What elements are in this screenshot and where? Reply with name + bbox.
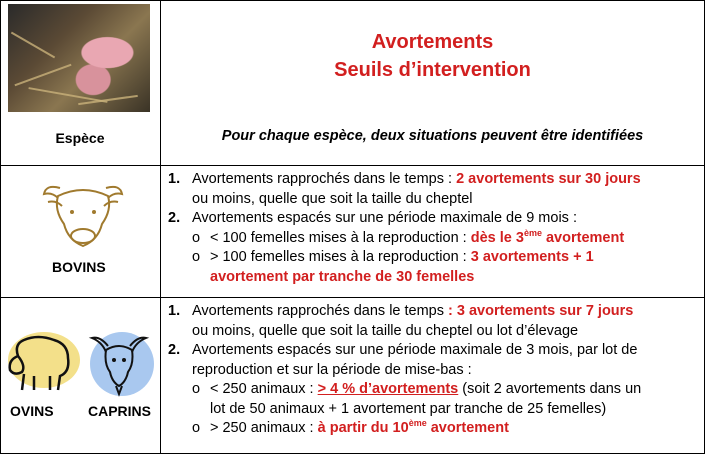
ovins-sub-1: o < 250 animaux : > 4 % d’avortements (soit 2 avortements dans un	[192, 381, 642, 397]
goat-icon	[86, 328, 156, 398]
newborn-calf-photo	[8, 4, 150, 112]
bovins-label: BOVINS	[52, 259, 106, 275]
caprins-label: CAPRINS	[88, 403, 152, 419]
ovins-sub-2: o > 250 animaux : à partir du 10ème avortement	[192, 418, 509, 436]
page-title: Avortements Seuils d’intervention	[334, 31, 531, 81]
cow-head-icon	[40, 180, 126, 252]
ovins-item-1: 1. Avortements rapprochés dans le temps : 3 avortements sur 7 jours	[168, 303, 634, 319]
ovins-rules: 1. Avortements rapprochés dans le temps : 3 avortements sur 7 jours ou moins, quelle que soit la taille du cheptel ou lot d’élevage 2. Avortements espacés sur une période maximale de 3 mois, par lot de reproduction et sur la période de mise-bas : o < 250 animaux : > 4 % d’avortements (soit 2 avortements dans un lot de 50 animaux + 1 avortement par tranche de 25 femelles) o > 250 animaux : à partir du 10ème avortement	[168, 302, 702, 439]
bovins-sub-2: o > 100 femelles mises à la reproduction : 3 avortements + 1	[192, 249, 594, 265]
sheep-icon	[4, 330, 82, 396]
bovins-item-2: 2. Avortements espacés sur une période maximale de 9 mois :	[168, 210, 577, 226]
bovins-rules: 1. Avortements rapprochés dans le temps : 2 avortements sur 30 jours ou moins, quelle que soit la taille du cheptel 2. Avortements espacés sur une période maximale de 9 mois : o < 100 femelles mises à la reproduction : dès le 3ème avortement o > 100 femelles mises à la reproduction : 3 avortements + 1 avortement par tranche de 30 femelles	[168, 170, 698, 287]
ovins-item-2: 2. Avortements espacés sur une période maximale de 3 mois, par lot de	[168, 342, 638, 358]
ovins-label: OVINS	[10, 403, 54, 419]
species-column-header: Espèce	[55, 130, 105, 146]
bovins-sub-1: o < 100 femelles mises à la reproduction : dès le 3ème avortement	[192, 227, 625, 246]
subtitle: Pour chaque espèce, deux situations peuvent être identifiées	[221, 128, 644, 144]
bovins-item-1: 1. Avortements rapprochés dans le temps : 2 avortements sur 30 jours	[168, 171, 641, 187]
